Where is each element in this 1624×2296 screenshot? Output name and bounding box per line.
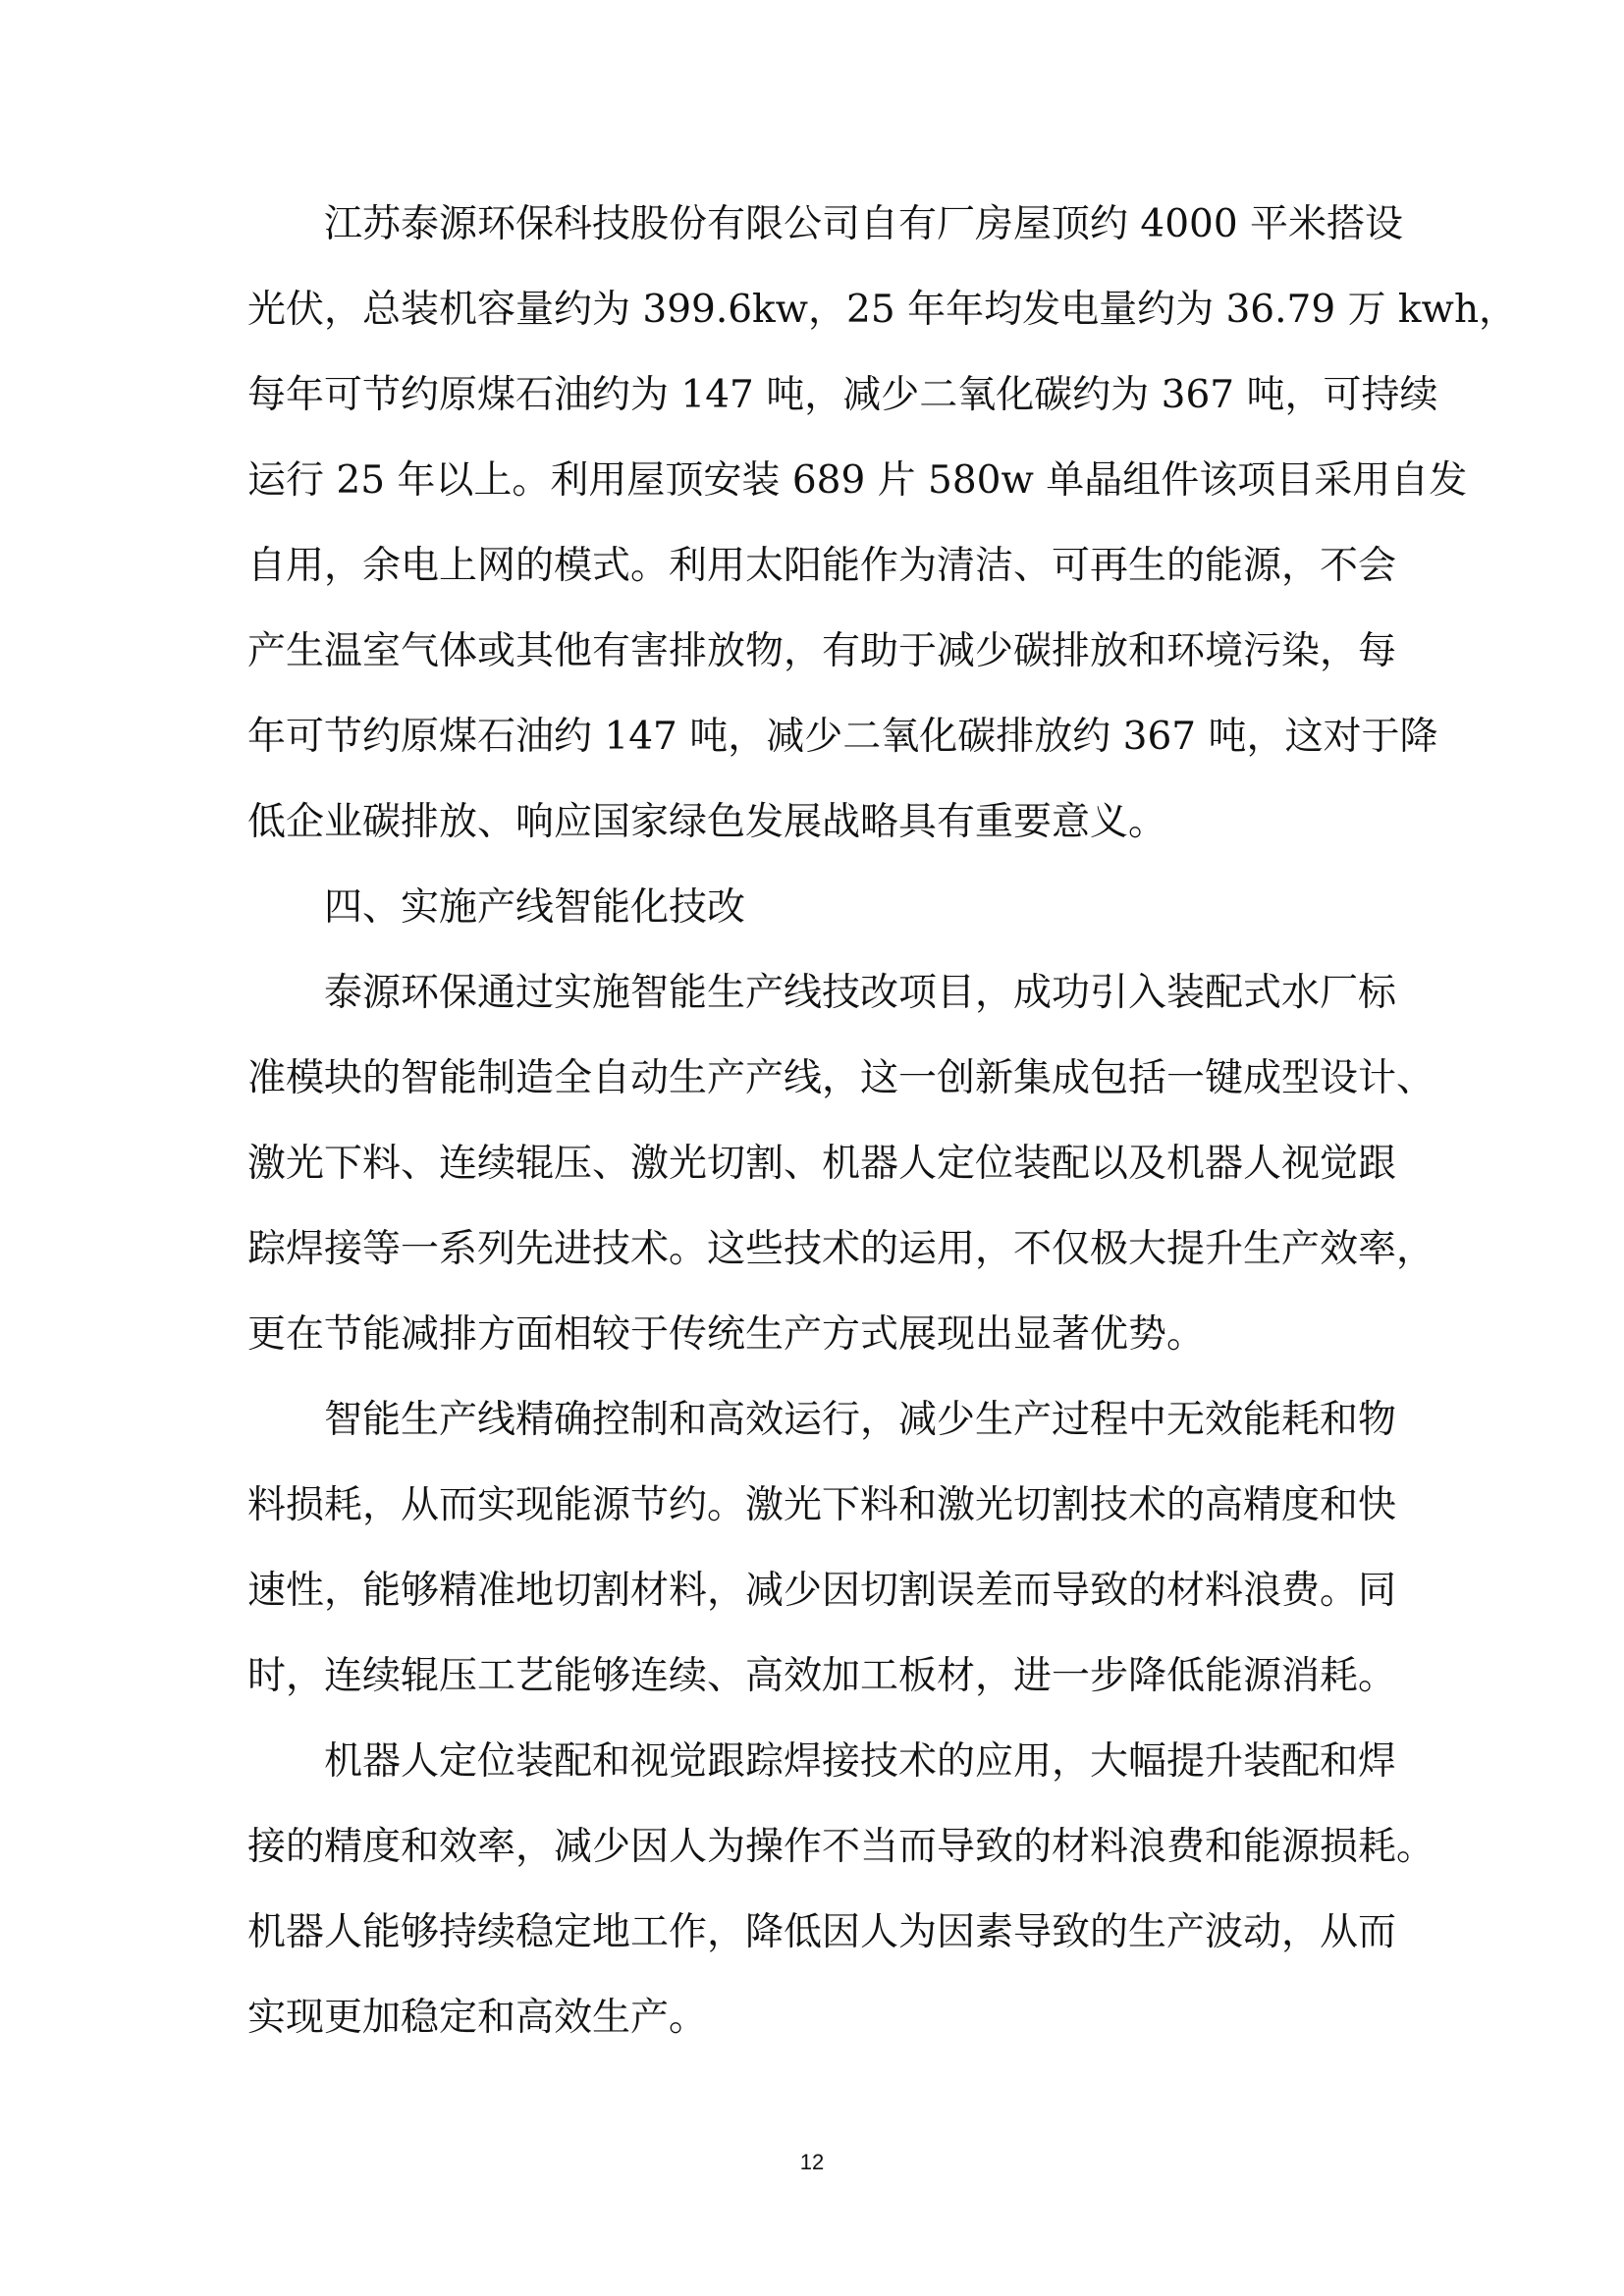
- section-heading-text: 四、实施产线智能化技改: [324, 885, 746, 930]
- paragraph-line: 更在节能减排方面相较于传统生产方式展现出显著优势。: [247, 1312, 1206, 1357]
- paragraph-line: 江苏泰源环保科技股份有限公司自有厂房屋顶约 4000 平米搭设: [324, 202, 1404, 246]
- paragraph-line: 实现更加稳定和高效生产。: [247, 1996, 708, 2040]
- paragraph-smart-production-line: [247, 971, 1435, 1357]
- paragraph-line: 自用，余电上网的模式。利用太阳能作为清洁、可再生的能源，不会: [247, 544, 1397, 588]
- paragraph-line: 智能生产线精确控制和高效运行，减少生产过程中无效能耗和物: [324, 1398, 1397, 1442]
- paragraph-line: 运行 25 年以上。利用屋顶安装 689 片 580w 单晶组件该项目采用自发: [247, 458, 1468, 503]
- paragraph-line: 料损耗，从而实现能源节约。激光下料和激光切割技术的高精度和快: [247, 1483, 1397, 1527]
- paragraph-line: 每年可节约原煤石油约为 147 吨，减少二氧化碳约为 367 吨，可持续: [247, 373, 1438, 417]
- paragraph-line: 产生温室气体或其他有害排放物，有助于减少碳排放和环境污染，每: [247, 629, 1397, 673]
- paragraph-line: 速性，能够精准地切割材料，减少因切割误差而导致的材料浪费。同: [247, 1569, 1397, 1613]
- paragraph-energy-saving: [247, 1398, 1397, 1698]
- paragraph-solar-pv: [247, 202, 1518, 844]
- paragraph-line: 时，连续辊压工艺能够连续、高效加工板材，进一步降低能源消耗。: [247, 1654, 1397, 1698]
- paragraph-line: 踪焊接等一系列先进技术。这些技术的运用，不仅极大提升生产效率，: [247, 1227, 1435, 1271]
- paragraph-robot-assembly: [247, 1739, 1435, 2040]
- section-heading: [247, 886, 1386, 930]
- paragraph-line: 泰源环保通过实施智能生产线技改项目，成功引入装配式水厂标: [324, 971, 1397, 1015]
- document-body: [247, 202, 1518, 2082]
- paragraph-line: 光伏，总装机容量约为 399.6kw，25 年年均发电量约为 36.79 万 kwh，: [247, 288, 1518, 332]
- paragraph-line: 低企业碳排放、响应国家绿色发展战略具有重要意义。: [247, 800, 1167, 844]
- paragraph-line: 机器人定位装配和视觉跟踪焊接技术的应用，大幅提升装配和焊: [324, 1739, 1397, 1784]
- paragraph-line: 准模块的智能制造全自动生产产线，这一创新集成包括一键成型设计、: [247, 1056, 1435, 1100]
- paragraph-line: 接的精度和效率，减少因人为操作不当而导致的材料浪费和能源损耗。: [247, 1825, 1435, 1869]
- paragraph-line: 机器人能够持续稳定地工作，降低因人为因素导致的生产波动，从而: [247, 1910, 1397, 1954]
- paragraph-line: 年可节约原煤石油约 147 吨，减少二氧化碳排放约 367 吨，这对于降: [247, 715, 1438, 759]
- paragraph-line: 激光下料、连续辊压、激光切割、机器人定位装配以及机器人视觉跟: [247, 1142, 1397, 1186]
- page-number: 12: [799, 2150, 825, 2174]
